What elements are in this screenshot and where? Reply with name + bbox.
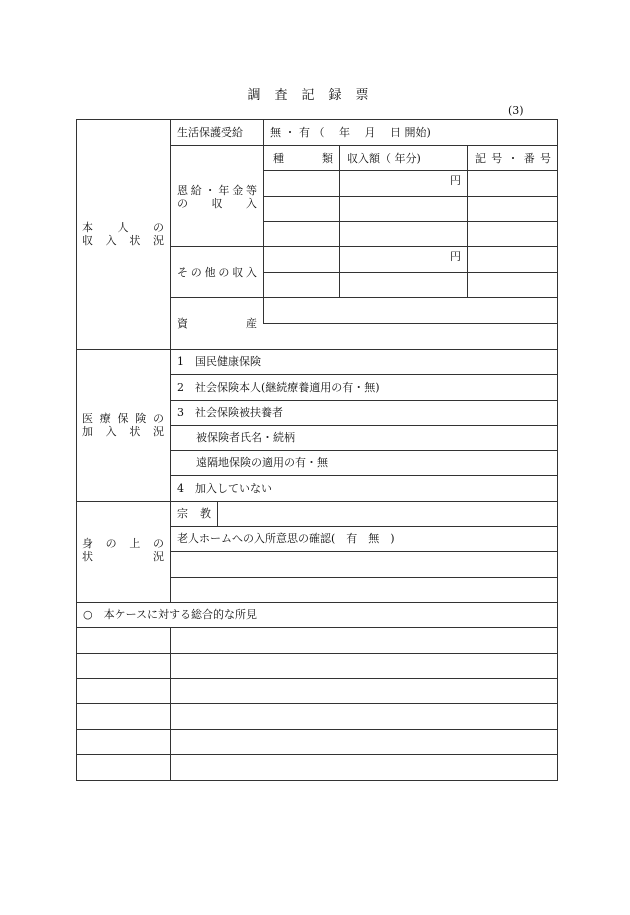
pension-yen: 円 <box>450 174 461 187</box>
divider <box>171 577 557 578</box>
divider <box>77 729 557 730</box>
welfare-value: 無 ・ 有 （ 年 月 日 開始) <box>270 126 431 139</box>
insurance-item: 被保険者氏名・続柄 <box>196 431 295 444</box>
divider <box>170 627 171 780</box>
divider <box>467 145 468 297</box>
divider <box>263 272 557 273</box>
divider <box>171 551 557 552</box>
pension-label: 恩給・年金等 の収入 <box>177 184 257 210</box>
divider <box>171 374 557 375</box>
divider <box>77 678 557 679</box>
insurance-item: 4 加入していない <box>177 482 272 495</box>
divider <box>77 627 557 628</box>
divider <box>77 703 557 704</box>
divider <box>171 425 557 426</box>
divider <box>77 653 557 654</box>
document-title: 調査記録票 <box>247 88 383 103</box>
assets-label: 資産 <box>177 317 257 330</box>
divider <box>171 400 557 401</box>
survey-record-form <box>76 119 558 781</box>
other-income-yen: 円 <box>450 250 461 263</box>
divider <box>77 602 557 603</box>
divider <box>263 120 264 323</box>
divider <box>77 501 557 502</box>
divider <box>171 450 557 451</box>
divider <box>171 475 557 476</box>
col-amount-header: 収入額（ 年分) <box>347 152 421 165</box>
divider <box>171 246 557 247</box>
nursing-home-confirmation: 老人ホームへの入所意思の確認( 有 無 ) <box>177 532 395 545</box>
divider <box>171 297 557 298</box>
col-type-header: 種類 <box>273 152 333 165</box>
divider <box>77 349 557 350</box>
col-code-header: 記号・番号 <box>475 152 551 165</box>
divider <box>217 501 218 526</box>
page-number: (3) <box>508 104 524 117</box>
divider <box>263 170 557 171</box>
divider <box>263 323 557 324</box>
other-income-label: その他の収入 <box>177 266 257 279</box>
divider <box>77 754 557 755</box>
divider <box>339 145 340 297</box>
divider <box>171 526 557 527</box>
divider <box>263 196 557 197</box>
income-section-label: 本人の 収入状況 <box>82 221 164 247</box>
insurance-item: 1 国民健康保険 <box>177 355 261 368</box>
religion-label: 宗教 <box>177 507 211 520</box>
insurance-item: 3 社会保険被扶養者 <box>177 406 283 419</box>
divider <box>171 145 557 146</box>
divider <box>170 120 171 349</box>
insurance-item: 遠隔地保険の適用の有・無 <box>196 456 328 469</box>
insurance-section-label: 医療保険の 加入状況 <box>82 412 164 438</box>
welfare-label: 生活保護受給 <box>177 126 243 139</box>
insurance-item: 2 社会保険本人(継続療養適用の有・無) <box>177 381 380 394</box>
divider <box>170 501 171 602</box>
overall-findings-heading: ○ 本ケースに対する総合的な所見 <box>83 608 258 621</box>
divider <box>263 221 557 222</box>
divider <box>170 349 171 501</box>
personal-section-label: 身の上の 状況 <box>82 537 164 563</box>
